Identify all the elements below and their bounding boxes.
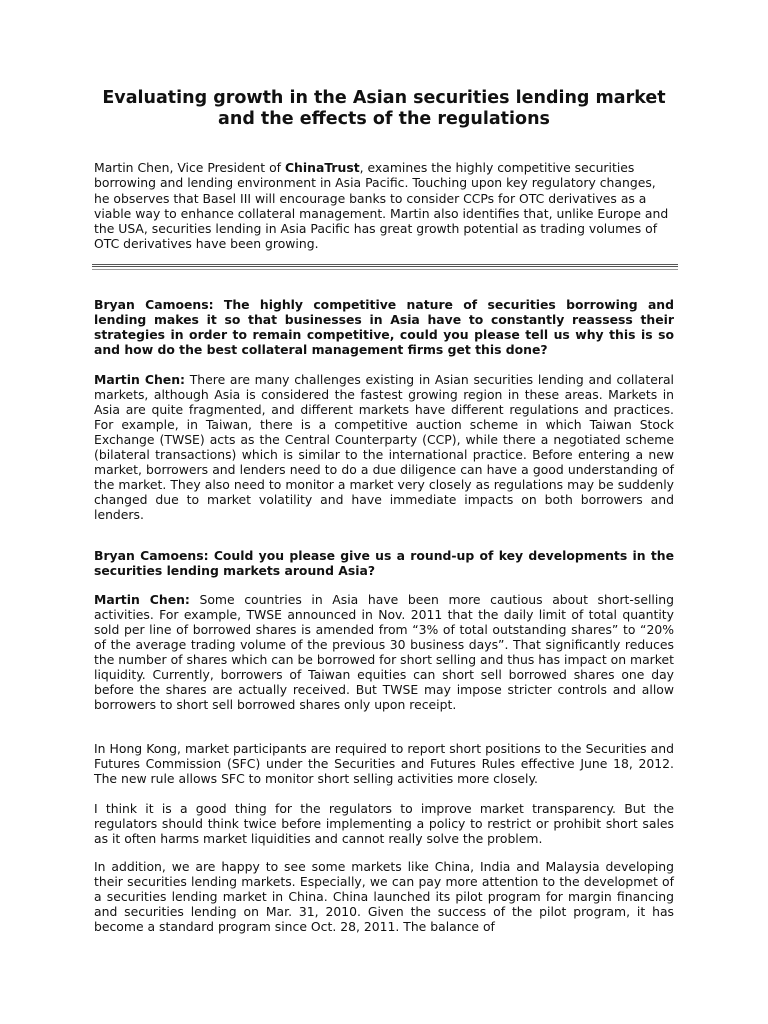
paragraph-hong-kong: In Hong Kong, market participants are required to report short positions to the Securities and Futures Commission (SFC) under the Securities and Futures Rules effective June 18, 2012. The new rule allows SFC to monitor short selling activities more closely. bbox=[94, 741, 674, 786]
company-name: ChinaTrust bbox=[284, 160, 360, 175]
answer-1 bbox=[94, 372, 674, 522]
answer-1-speaker: Martin Chen: bbox=[94, 372, 185, 387]
question-1: Bryan Camoens: The highly competitive nature of securities borrowing and lending makes it so that businesses in Asia have to constantly reassess their strategies in order to remain competitive, could you please tell us why this is so and how do the best collateral management firms get this done? bbox=[94, 297, 674, 357]
title-line-1: Evaluating growth in the Asian securities lending market bbox=[102, 88, 666, 108]
document-title bbox=[60, 88, 708, 130]
intro-text-start: Martin Chen, Vice President of bbox=[94, 160, 285, 175]
answer-1-text: There are many challenges existing in Asian securities lending and collateral markets, although Asia is considered the fastest growing region in these areas. Markets in Asia are quite fragmented, and different markets have different regulations and practices. For example, in Taiwan, there is a competitive auction scheme in which Taiwan Stock Exchange (TWSE) acts as the Central Counterparty (CCP), while there a negotiated scheme (bilateral transactions) which is similar to the international practice. Before entering a new market, borrowers and lenders need to do a due diligence can have a good understanding of the market. They also need to monitor a market very closely as regulations may be suddenly changed due to market volatility and have immediate impacts on both borrowers and lenders. bbox=[94, 372, 674, 522]
paragraph-regulators: I think it is a good thing for the regulators to improve market transparency. But the regulators should think twice before implementing a policy to restrict or prohibit short sales as it often harms market liquidities and cannot really solve the problem. bbox=[94, 801, 674, 846]
answer-2 bbox=[94, 592, 674, 712]
section-divider-underline bbox=[92, 269, 678, 270]
question-2: Bryan Camoens: Could you please give us a round-up of key developments in the securities lending markets around Asia? bbox=[94, 548, 674, 578]
answer-2-speaker: Martin Chen: bbox=[94, 592, 190, 607]
title-line-2: and the effects of the regulations bbox=[218, 109, 550, 129]
section-divider bbox=[92, 264, 678, 267]
paragraph-china-development: In addition, we are happy to see some markets like China, India and Malaysia developing their securities lending markets. Especially, we can pay more attention to the developmet of a securities lending market in China. China launched its pilot program for margin financing and securities lending on Mar. 31, 2010. Given the success of the pilot program, it has become a standard program since Oct. 28, 2011. The balance of bbox=[94, 859, 674, 934]
answer-2-text: Some countries in Asia have been more cautious about short-selling activities. For example, TWSE announced in Nov. 2011 that the daily limit of total quantity sold per line of borrowed shares is amended from “3% of total outstanding shares” to “20% of the average trading volume of the previous 30 business days”. That significantly reduces the number of shares which can be borrowed for short selling and thus has impact on market liquidity. Currently, borrowers of Taiwan equities can short sell borrowed shares one day before the shares are actually received. But TWSE may impose stricter controls and allow borrowers to short sell borrowed shares only upon receipt. bbox=[94, 592, 674, 712]
intro-text-end: , examines the highly competitive securities borrowing and lending environment in Asia Pacific. Touching upon key regulatory changes, he observes that Basel III will encourage banks to consider CCPs for OTC derivatives as a viable way to enhance collateral management. Martin also identifies that, unlike Europe and the USA, securities lending in Asia Pacific has great growth potential as trading volumes of OTC derivatives have been growing. bbox=[94, 160, 669, 252]
intro-paragraph bbox=[94, 160, 674, 252]
